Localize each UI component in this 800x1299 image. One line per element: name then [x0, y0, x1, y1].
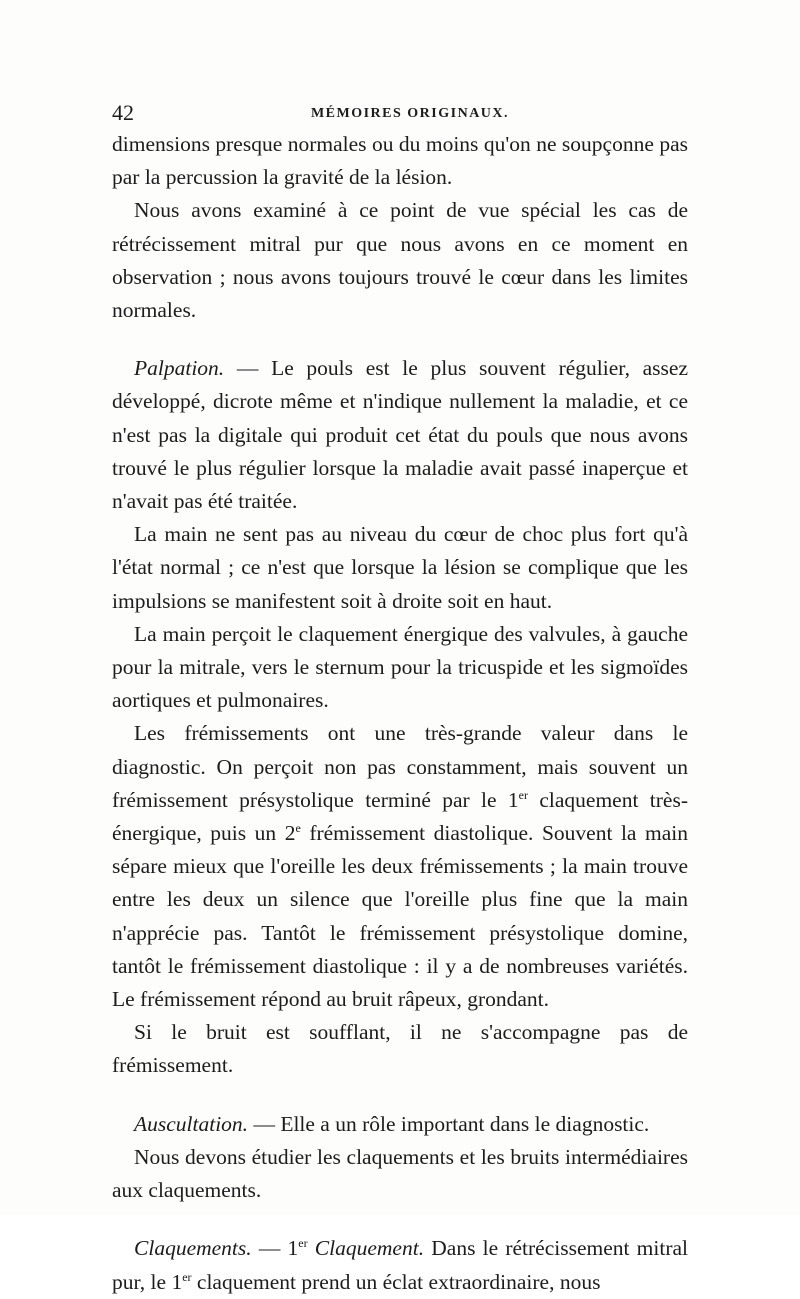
paragraph-valve-click	[112, 618, 688, 718]
paragraph-text: La main perçoit le claquement énergique des valvules, à gauche pour la mitrale, vers le sternum pour la tricuspide et les sigmoïdes aortiques et pulmonaires.	[112, 621, 688, 713]
paragraph-text: frémissement diastolique. Souvent la main sépare mieux que l'oreille les deux frémissements ; la main trouve entre les deux un silence que l'oreille plus fine que la main n'apprécie pas. Tantôt le frémissement présystolique domine, tantôt le frémissement diastolique : il y a de nombreuses variétés. Le frémissement répond au bruit râpeux, grondant.	[112, 821, 688, 1012]
running-title: MÉMOIRES ORIGINAUX.	[310, 106, 510, 121]
paragraph-text: dimensions presque normales ou du moins qu'on ne soupçonne pas par la percussion la gravité de la lésion.	[112, 132, 688, 190]
paragraph-claquements	[112, 1232, 688, 1298]
section-heading-auscultation: Auscultation.	[134, 1111, 249, 1136]
paragraph-heart-impulse	[112, 518, 688, 618]
paragraph-blowing-murmur	[112, 1016, 688, 1082]
paragraph-text: Les frémissements ont une très-grande valeur dans le diagnostic. On perçoit non pas constamment, mais souvent un frémissement présystolique terminé par le 1	[112, 721, 688, 812]
paragraph-thrills	[112, 717, 688, 1016]
paragraph-text: — Elle a un rôle important dans le diagnostic.	[248, 1111, 650, 1136]
paragraph-text: Dans le rétrécissement mitral pur, le 1	[112, 1236, 689, 1294]
paragraph-text: Nous avons examiné à ce point de vue spécial les cas de rétrécissement mitral pur que nous avons en ce moment en observation ; nous avons toujours trouvé le cœur dans les limites normales.	[112, 198, 688, 323]
page-header	[112, 98, 688, 128]
paragraph-text: claquement prend un éclat extraordinaire, nous	[191, 1269, 601, 1294]
body-text	[112, 128, 688, 1299]
paragraph-study-plan	[112, 1141, 688, 1207]
paragraph-auscultation	[112, 1108, 688, 1141]
paragraph-text: Nous devons étudier les claquements et les bruits intermédiaires aux claquements.	[112, 1144, 688, 1203]
paragraph-text: — Le pouls est le plus souvent régulier, assez développé, dicrote même et n'indique nullement la maladie, et ce n'est pas la digitale qui produit cet état du pouls que nous avons trouvé le plus régulier lorsque la maladie avait passé inaperçue et n'avait pas été traitée.	[112, 356, 688, 514]
section-heading-first-claquement: Claquement.	[307, 1236, 425, 1261]
superscript: er	[182, 1269, 192, 1284]
paragraph-text: La main ne sent pas au niveau du cœur de choc plus fort qu'à l'état normal ; ce n'est que lorsque la lésion se complique que les impulsions se manifestent soit à droite soit en haut.	[112, 522, 688, 613]
section-heading-palpation: Palpation.	[134, 356, 225, 381]
page-number: 42	[112, 100, 134, 125]
paragraph-text: Si le bruit est soufflant, il ne s'accompagne pas de frémissement.	[112, 1020, 688, 1078]
superscript: e	[295, 821, 301, 836]
paragraph-palpation	[112, 352, 688, 518]
paragraph-continuation	[112, 128, 688, 194]
paragraph-text: — 1	[251, 1236, 299, 1261]
paragraph-mitral-observation	[112, 194, 688, 327]
paragraph-text: claquement très-énergique, puis un 2	[112, 787, 688, 846]
superscript: er	[518, 787, 528, 802]
superscript: er	[298, 1236, 308, 1251]
section-heading-claquements: Claquements.	[134, 1236, 252, 1261]
